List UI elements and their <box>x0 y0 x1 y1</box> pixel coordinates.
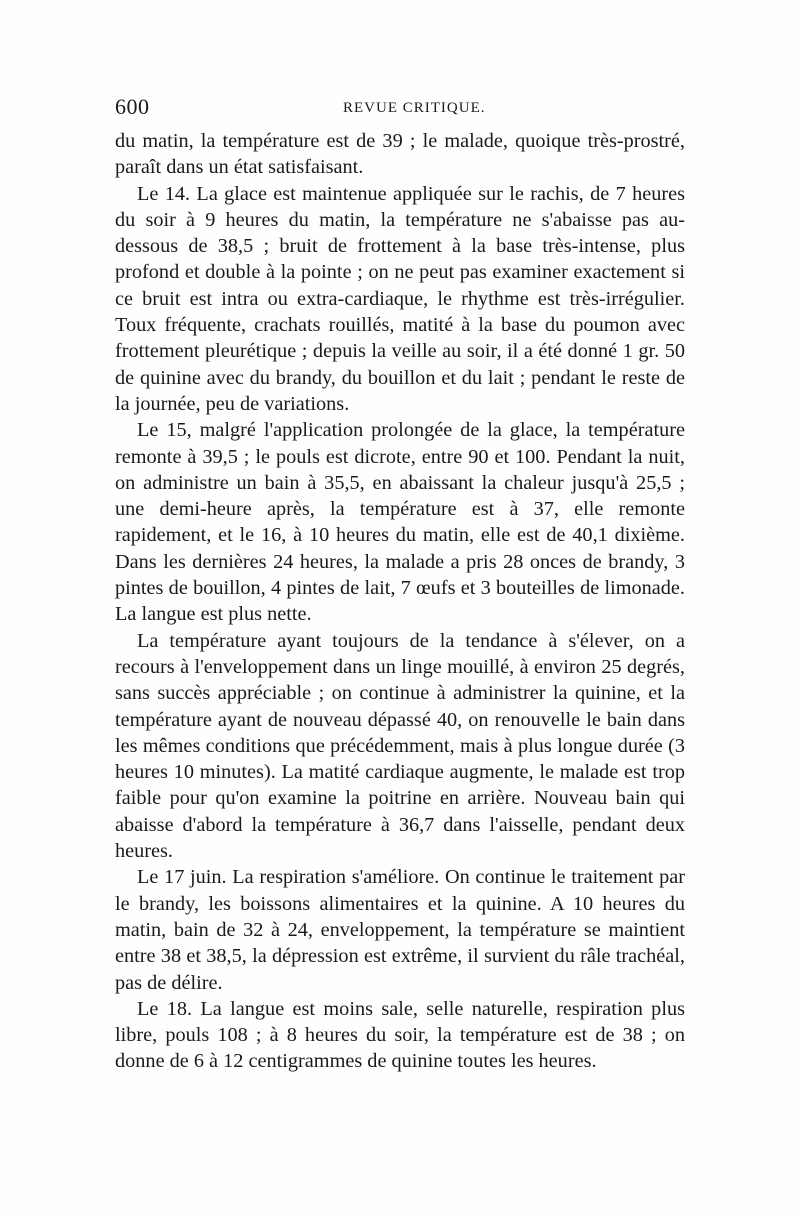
paragraph-day-14: Le 14. La glace est maintenue appliquée sur le rachis, de 7 heures du soir à 9 heures du matin, la température ne s'abaisse pas au-dessous de 38,5 ; bruit de frottement à la base très-intense, plus profond et double à la pointe ; on ne peut pas examiner exactement si ce bruit est intra ou extra-cardiaque, le rhythme est très-irrégulier. Toux fréquente, crachats rouillés, matité à la base du poumon avec frottement pleurétique ; depuis la veille au soir, il a été donné 1 gr. 50 de quinine avec du brandy, du bouillon et du lait ; pendant le reste de la journée, peu de variations. <box>115 182 685 415</box>
paragraph-enveloppement: La température ayant toujours de la tendance à s'élever, on a recours à l'enveloppement dans un linge mouillé, à environ 25 degrés, sans succès appréciable ; on continue à administrer la quinine, et la température ayant de nouveau dépassé 40, on renouvelle le bain dans les mêmes conditions que précédemment, mais à plus longue durée (3 heures 10 minutes). La matité cardiaque augmente, le malade est trop faible pour qu'on examine la poitrine en arrière. Nouveau bain qui abaisse d'abord la température à 36,7 dans l'aisselle, pendant deux heures. <box>115 629 685 863</box>
running-title: REVUE CRITIQUE. <box>343 100 486 116</box>
paragraph-day-17: Le 17 juin. La respiration s'améliore. On continue le traitement par le brandy, les boissons alimentaires et la quinine. A 10 heures du matin, bain de 32 à 24, enveloppement, la température se maintient entre 38 et 38,5, la dépression est extrême, il survient du râle trachéal, pas de délire. <box>115 866 685 994</box>
page-number: 600 <box>115 94 150 119</box>
paragraph-day-15: Le 15, malgré l'application prolongée de la glace, la température remonte à 39,5 ; le pouls est dicrote, entre 90 et 100. Pendant la nuit, on administre un bain à 35,5, en abaissant la chaleur jusqu'à 25,5 ; une demi-heure après, la température est à 37, elle remonte rapidement, et le 16, à 10 heures du matin, elle est de 40,1 dixième. Dans les dernières 24 heures, la malade a pris 28 onces de brandy, 3 pintes de bouillon, 4 pintes de lait, 7 œufs et 3 bouteilles de limonade. La langue est plus nette. <box>115 419 685 626</box>
page-body <box>115 128 685 1075</box>
page-header <box>115 94 685 124</box>
paragraph-day-18: Le 18. La langue est moins sale, selle naturelle, respiration plus libre, pouls 108 ; à 8 heures du soir, la température est de 38 ; on donne de 6 à 12 centigrammes de quinine toutes les heures. <box>115 997 685 1073</box>
paragraph-continuation: du matin, la température est de 39 ; le malade, quoique très-prostré, paraît dans un état satisfaisant. <box>115 130 685 179</box>
